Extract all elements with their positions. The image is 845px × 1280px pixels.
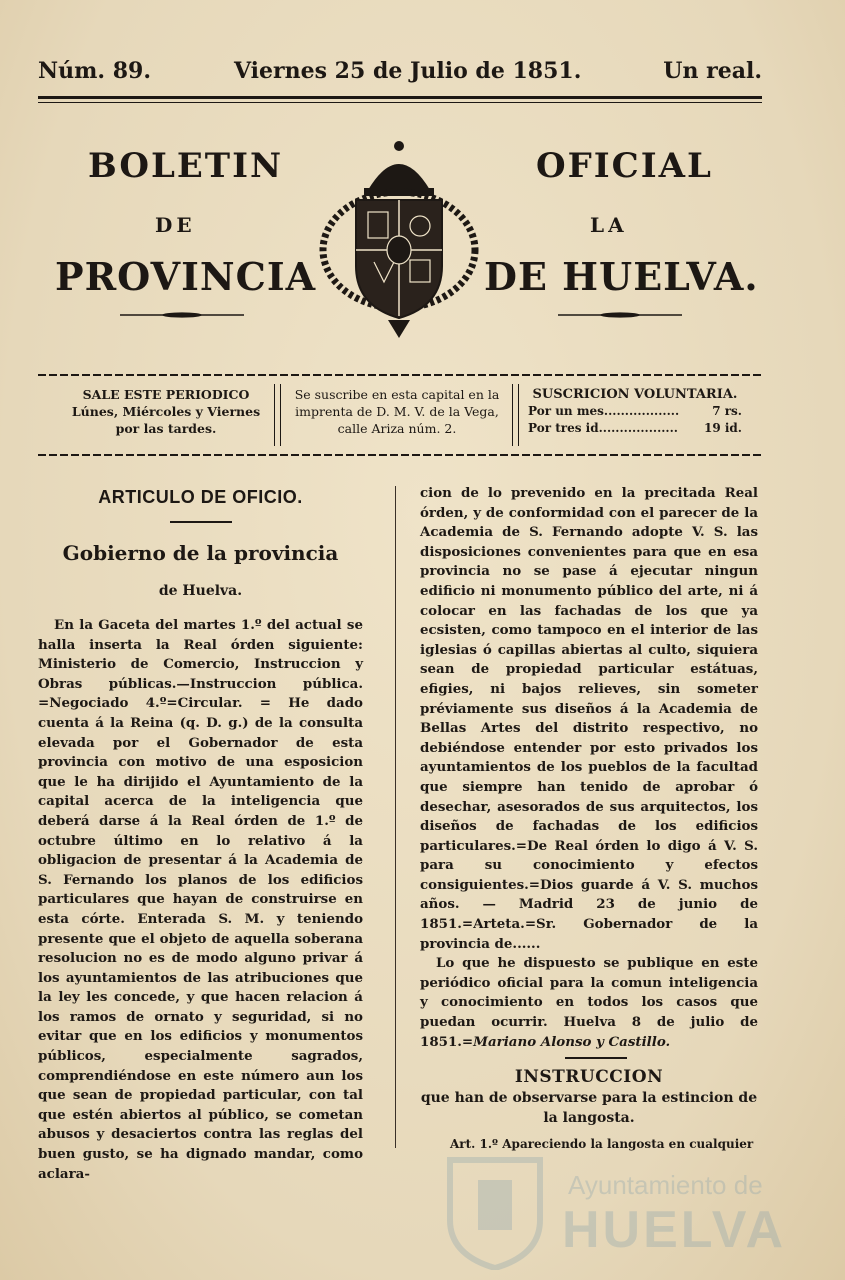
band-rule-bottom <box>38 452 762 458</box>
price-row-three-months <box>528 420 742 437</box>
top-rule-thick <box>38 96 762 99</box>
price-label: Por un mes.................. <box>528 404 680 418</box>
instruction-rule <box>565 1057 627 1059</box>
watermark <box>440 1150 787 1270</box>
masthead-provincia: PROVINCIA <box>55 254 317 299</box>
instruction-subtitle: que han de observarse para la estincion de la langosta. <box>420 1090 758 1126</box>
publication-schedule <box>56 386 276 437</box>
issue-price: Un real. <box>663 58 762 84</box>
right-column-text <box>420 484 758 1052</box>
left-column-text <box>38 616 363 1184</box>
masthead-boletin: BOLETIN <box>88 146 284 186</box>
publication-notice <box>420 954 758 1052</box>
price-row-month <box>528 403 742 420</box>
masthead-oficial: OFICIAL <box>536 146 713 186</box>
band-separator-2 <box>512 384 519 446</box>
article-subheading: de Huelva. <box>158 583 243 599</box>
band-separator-1 <box>274 384 281 446</box>
ornament-right <box>558 312 682 318</box>
section-title: ARTICULO DE OFICIO. <box>98 487 303 507</box>
watermark-line-2: HUELVA <box>562 1201 787 1259</box>
schedule-line-1: SALE ESTE PERIODICO <box>82 387 250 402</box>
address-line-3: calle Ariza núm. 2. <box>337 421 457 436</box>
article-continuation: cion de lo prevenido en la precitada Real órden, y de conformidad con el parecer de la Academia de S. Fernando adopte V. S. las disposiciones convenientes para que en esa provincia no se pase á ejecutar ningun edificio ni monumento público del arte, ni á colocar en las fachadas de los que ya ecsisten, como tampoco en el interior de las iglesias ó capillas abiertas al culto, siquiera sean de propiedad particular estátuas, efigies, ni bajos relieves, sin someter préviamente sus diseños á la Academia de Bellas Artes del distrito respectivo, no debiéndose entender por esto privados los ayuntamientos de los pueblos de la facultad que siempre han tenido de aprobar ó desechar, asesorados de sus arquitectos, los diseños de fachadas de los edificios particulares.=De Real órden lo digo á V. S. para su conocimiento y efectos consiguientes.=Dios guarde á V. S. muchos años. — Madrid 23 de junio de 1851.=Arteta.=Sr. Gobernador de la provincia de...... <box>420 485 758 952</box>
address-line-1: Se suscribe en esta capital en la <box>294 387 500 402</box>
issue-line <box>38 58 762 86</box>
shield-watermark-icon <box>440 1150 550 1270</box>
issue-date: Viernes 25 de Julio de 1851. <box>234 58 582 84</box>
price-label: Por tres id................... <box>528 421 678 435</box>
info-band <box>38 378 762 450</box>
masthead-la: LA <box>590 213 628 237</box>
subscription-address <box>284 386 510 437</box>
masthead-huelva: DE HUELVA. <box>484 254 759 299</box>
subscription-title: SUSCRICION VOLUNTARIA. <box>532 387 738 402</box>
masthead-de: DE <box>155 213 196 237</box>
article-paragraph: En la Gaceta del martes 1.º del actual se halla inserta la Real órden siguiente: Ministerio de Comercio, Instruccion y Obras públicas.—Instruccion pública. =Negociado 4.º=Circular. = He dado cuenta á la Reina (q. D. g.) de la consulta elevada por el Gobernador de esta provincia con motivo de una esposicion que le ha dirijido el Ayuntamiento de la capital acerca de la inteligencia que deberá darse á la Real órden de 1.º de octubre último en lo relativo á la obligacion de presentar á la Academia de S. Fernando los planos de los edificios particulares que hayan de construirse en esta córte. Enterada S. M. y teniendo presente que el objeto de aquella soberana resolucion no es de modo alguno privar á los ayuntamientos de las atribuciones que la ley les concede, y que hacen relacion á los ramos de ornato y seguridad, si no evitar que en los edificios y monumentos públicos, especialmente sagrados, comprendiéndose en este número aun los que sean de propiedad particular, con tal que estén abiertos al público, se cometan abusos y desaciertos contra las reglas del buen gusto, se ha dignado mandar, como aclara- <box>38 617 363 1182</box>
issue-number: Núm. 89. <box>38 58 151 84</box>
address-line-2: imprenta de D. M. V. de la Vega, <box>295 404 499 419</box>
subscription-prices <box>528 386 742 437</box>
watermark-line-1: Ayuntamiento de <box>568 1170 763 1200</box>
ornament-left <box>120 312 244 318</box>
price-value: 19 id. <box>703 421 742 435</box>
price-value: 7 rs. <box>712 404 742 418</box>
article-heading: Gobierno de la provincia <box>62 541 339 565</box>
column-divider <box>395 486 396 1148</box>
royal-crest-icon <box>318 138 480 338</box>
instruction-article-start: Art. 1.º Apareciendo la langosta en cualquier <box>450 1137 754 1151</box>
notice-text: Lo que he dispuesto se publique en este periódico oficial para la comun inteligencia y conocimiento en todos los casos que puedan ocurrir. Huelva 8 de julio de 1851.= <box>420 955 758 1050</box>
schedule-line-2: Lúnes, Miércoles y Viernes <box>71 404 261 419</box>
section-rule <box>170 521 232 523</box>
instruction-title: INSTRUCCION <box>514 1067 664 1087</box>
schedule-line-3: por las tardes. <box>115 421 217 436</box>
top-rule-thin <box>38 102 762 103</box>
signature: Mariano Alonso y Castillo. <box>473 1033 671 1050</box>
